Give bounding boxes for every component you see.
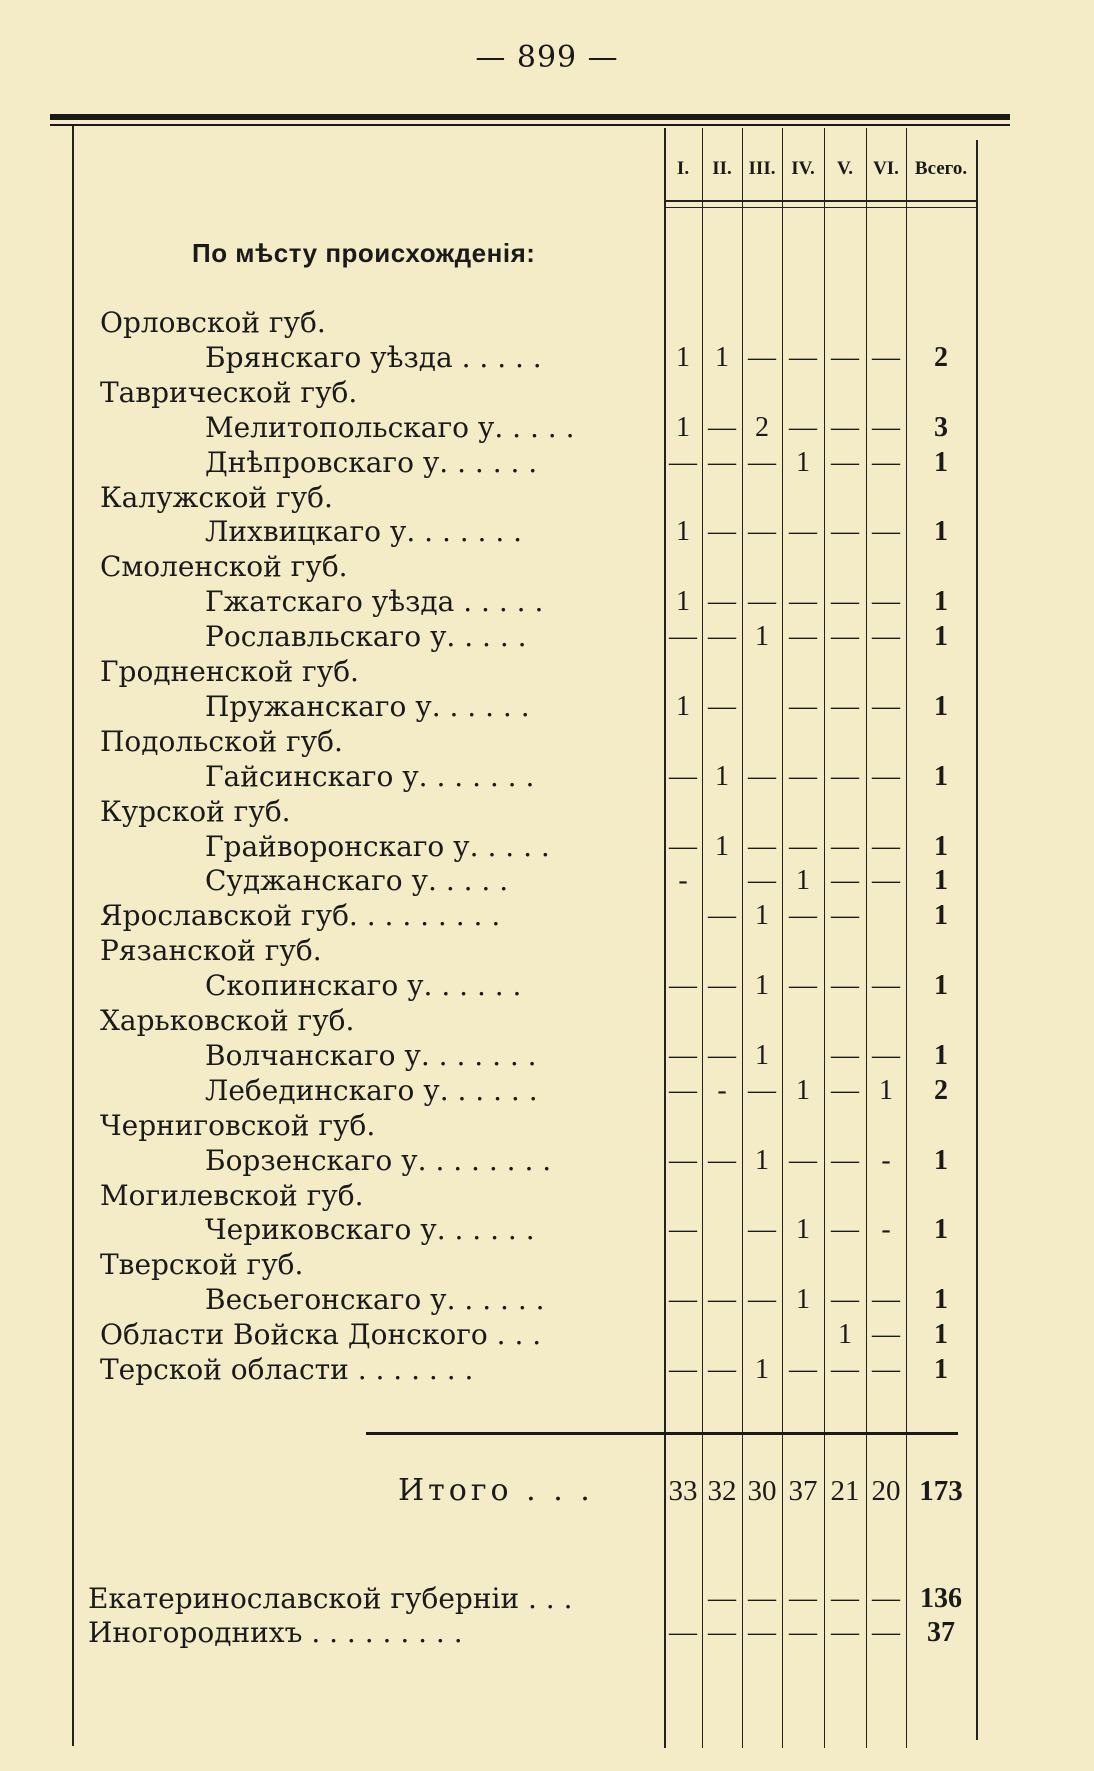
row-cell: —	[708, 900, 736, 931]
table-row	[0, 585, 1094, 619]
table-row	[0, 550, 1094, 584]
row-cell: —	[708, 412, 736, 443]
table-row	[0, 969, 1094, 1003]
row-cell: —	[669, 621, 697, 652]
row-cell: —	[748, 865, 776, 896]
row-cell: —	[831, 1284, 859, 1315]
row-cell: 1	[676, 516, 690, 547]
row-cell: —	[831, 691, 859, 722]
row-cell: —	[748, 516, 776, 547]
row-cell: 37	[788, 1475, 818, 1507]
table-row	[0, 1213, 1094, 1247]
table-row	[0, 1144, 1094, 1178]
row-cell: —	[669, 1617, 697, 1648]
row-cell: —	[789, 831, 817, 862]
row-cell: —	[789, 516, 817, 547]
row-label: Скопинскаго у. . . . . .	[205, 969, 522, 1002]
row-cell: —	[831, 1040, 859, 1071]
table-row	[0, 446, 1094, 480]
row-cell: —	[872, 516, 900, 547]
row-cell: —	[872, 1583, 900, 1614]
row-total-cell: 1	[934, 761, 948, 792]
row-cell: 1	[796, 865, 810, 896]
column-header: Всего.	[914, 158, 968, 179]
row-cell: —	[872, 831, 900, 862]
row-label: Области Войска Донского . . .	[100, 1318, 542, 1351]
row-cell: -	[881, 1214, 891, 1245]
row-cell: —	[708, 586, 736, 617]
table-row	[0, 1353, 1094, 1387]
table-row	[0, 376, 1094, 410]
table-row	[0, 1179, 1094, 1213]
row-cell: 1	[755, 621, 769, 652]
row-total-cell: 1	[934, 970, 948, 1001]
row-cell: —	[872, 1284, 900, 1315]
row-cell: —	[748, 1075, 776, 1106]
row-cell: —	[669, 1040, 697, 1071]
row-cell: —	[708, 1145, 736, 1176]
row-cell: —	[708, 1354, 736, 1385]
table-row	[0, 341, 1094, 375]
row-cell: —	[872, 1040, 900, 1071]
row-cell: —	[748, 1284, 776, 1315]
column-header: V.	[836, 158, 854, 179]
row-cell: 1	[676, 691, 690, 722]
row-cell: 1	[796, 1075, 810, 1106]
table-row	[0, 1474, 1094, 1508]
row-cell: 1	[715, 831, 729, 862]
row-label: Смоленской губ.	[100, 550, 348, 583]
row-cell: —	[708, 621, 736, 652]
row-label: Подольской губ.	[100, 725, 343, 758]
row-total-cell: 1	[934, 1040, 948, 1071]
row-cell: —	[831, 970, 859, 1001]
table-row	[0, 1109, 1094, 1143]
row-cell: —	[708, 1040, 736, 1071]
table-row	[0, 481, 1094, 515]
row-cell: 1	[838, 1319, 852, 1350]
column-header: VI.	[873, 158, 899, 179]
top-rule	[50, 114, 1010, 120]
row-total-cell: 1	[934, 621, 948, 652]
table-row	[0, 725, 1094, 759]
row-cell: —	[789, 970, 817, 1001]
row-cell: —	[872, 447, 900, 478]
row-total-cell: 1	[934, 1284, 948, 1315]
row-total-cell: 173	[919, 1475, 963, 1507]
row-cell: 1	[715, 761, 729, 792]
column-header: IV.	[791, 158, 815, 179]
table-row	[0, 1582, 1094, 1616]
row-label: Пружанскаго у. . . . . .	[205, 690, 530, 723]
row-cell: —	[669, 1214, 697, 1245]
table-row	[0, 795, 1094, 829]
row-total-cell: 3	[934, 412, 948, 443]
row-cell: —	[708, 970, 736, 1001]
row-cell: 30	[747, 1475, 777, 1507]
row-cell: —	[708, 691, 736, 722]
row-label: Весьегонскаго у. . . . . .	[205, 1283, 545, 1316]
column-header: III.	[748, 158, 776, 179]
row-cell: —	[789, 342, 817, 373]
row-cell: —	[708, 1583, 736, 1614]
row-cell: —	[831, 586, 859, 617]
row-total-cell: 1	[934, 516, 948, 547]
table-row	[0, 306, 1094, 340]
row-cell: —	[748, 831, 776, 862]
row-cell: —	[708, 447, 736, 478]
table-row	[0, 690, 1094, 724]
row-label: Гродненской губ.	[100, 655, 359, 688]
row-cell: —	[748, 1214, 776, 1245]
table-row	[0, 411, 1094, 445]
row-label: Курской губ.	[100, 795, 291, 828]
row-cell: —	[789, 1145, 817, 1176]
row-cell: 1	[676, 586, 690, 617]
row-label: Черниговской губ.	[100, 1109, 376, 1142]
row-cell: —	[872, 1354, 900, 1385]
row-total-cell: 1	[934, 691, 948, 722]
table-row	[0, 934, 1094, 968]
row-cell: 21	[830, 1475, 860, 1507]
row-cell: 1	[676, 412, 690, 443]
row-cell: —	[748, 1617, 776, 1648]
row-cell: —	[872, 1319, 900, 1350]
row-cell: —	[831, 865, 859, 896]
column-header: II.	[712, 158, 732, 179]
row-total-cell: 37	[927, 1617, 955, 1648]
total-rule	[366, 1432, 958, 1435]
row-label: Могилевской губ.	[100, 1179, 364, 1212]
row-cell: —	[789, 900, 817, 931]
row-cell: —	[669, 1284, 697, 1315]
table-row	[0, 864, 1094, 898]
row-label: Тверской губ.	[100, 1248, 304, 1281]
table-row	[0, 760, 1094, 794]
row-label: Борзенскаго у. . . . . . . .	[205, 1144, 552, 1177]
row-cell: —	[872, 412, 900, 443]
row-cell: 1	[755, 900, 769, 931]
row-label: Мелитопольскаго у. . . . .	[205, 411, 575, 444]
row-cell: —	[669, 761, 697, 792]
table-row	[0, 1039, 1094, 1073]
row-cell: —	[748, 447, 776, 478]
row-total-cell: 1	[934, 1214, 948, 1245]
row-cell: 20	[871, 1475, 901, 1507]
table-row	[0, 830, 1094, 864]
top-rule-thin	[50, 124, 1010, 126]
row-cell: —	[748, 761, 776, 792]
row-label: Днѣпровскаго у. . . . . .	[205, 446, 538, 479]
row-label: Гайсинскаго у. . . . . . .	[205, 760, 535, 793]
row-label: Брянскаго уѣзда . . . . .	[205, 341, 542, 374]
header-rule-thin	[664, 207, 976, 208]
row-cell: —	[789, 621, 817, 652]
row-cell: —	[872, 761, 900, 792]
row-cell: —	[831, 342, 859, 373]
row-cell: 1	[796, 1284, 810, 1315]
row-cell: -	[678, 865, 688, 896]
row-total-cell: 1	[934, 1354, 948, 1385]
row-total-cell: 1	[934, 1145, 948, 1176]
row-cell: —	[789, 691, 817, 722]
row-cell: —	[789, 1354, 817, 1385]
table-row	[0, 1074, 1094, 1108]
row-label: Лебединскаго у. . . . . .	[205, 1074, 538, 1107]
row-cell: 1	[755, 970, 769, 1001]
row-cell: 1	[796, 1214, 810, 1245]
row-cell: —	[872, 621, 900, 652]
row-cell: —	[789, 586, 817, 617]
row-label: Иногороднихъ . . . . . . . . .	[88, 1616, 463, 1649]
table-row	[0, 620, 1094, 654]
row-label: Грайворонскаго у. . . . .	[205, 830, 550, 863]
row-cell: —	[708, 516, 736, 547]
row-label: Волчанскаго у. . . . . . .	[205, 1039, 537, 1072]
row-cell: —	[831, 447, 859, 478]
section-title: По мѣсту происхожденія:	[192, 238, 536, 268]
row-total-cell: 1	[934, 831, 948, 862]
table-row	[0, 1248, 1094, 1282]
row-cell: —	[831, 1583, 859, 1614]
table-row	[0, 1318, 1094, 1352]
row-cell: —	[669, 447, 697, 478]
table-row	[0, 1616, 1094, 1650]
row-cell: —	[708, 1617, 736, 1648]
row-label: Рославльскаго у. . . . .	[205, 620, 527, 653]
row-cell: —	[748, 586, 776, 617]
row-cell: —	[789, 1583, 817, 1614]
row-total-cell: 1	[934, 900, 948, 931]
row-cell: —	[669, 970, 697, 1001]
row-label: Харьковской губ.	[100, 1004, 355, 1037]
row-cell: —	[669, 831, 697, 862]
row-label: Рязанской губ.	[100, 934, 322, 967]
row-cell: 2	[755, 412, 769, 443]
row-label: Терской области . . . . . . .	[100, 1353, 474, 1386]
row-total-cell: 136	[920, 1583, 962, 1614]
row-label: Итого . . .	[398, 1473, 594, 1508]
row-cell: —	[831, 412, 859, 443]
row-total-cell: 1	[934, 1319, 948, 1350]
row-cell: —	[872, 1617, 900, 1648]
row-total-cell: 1	[934, 586, 948, 617]
table-row	[0, 1004, 1094, 1038]
row-cell: —	[831, 900, 859, 931]
row-total-cell: 1	[934, 865, 948, 896]
row-cell: —	[831, 1214, 859, 1245]
row-cell: —	[831, 516, 859, 547]
row-label: Ярославской губ. . . . . . . . .	[100, 899, 501, 932]
row-cell: —	[831, 1075, 859, 1106]
row-cell: —	[872, 586, 900, 617]
row-cell: —	[831, 1145, 859, 1176]
row-total-cell: 1	[934, 447, 948, 478]
row-cell: 33	[668, 1475, 698, 1507]
row-label: Екатеринославской губерніи . . .	[88, 1582, 573, 1615]
column-header: I.	[676, 158, 690, 179]
row-label: Суджанскаго у. . . . .	[205, 864, 509, 897]
row-label: Таврической губ.	[100, 376, 358, 409]
row-cell: 1	[676, 342, 690, 373]
row-cell: —	[831, 1617, 859, 1648]
table-row	[0, 515, 1094, 549]
row-label: Гжатскаго уѣзда . . . . .	[205, 585, 544, 618]
row-cell: —	[748, 1583, 776, 1614]
row-cell: -	[881, 1145, 891, 1176]
row-cell: 1	[796, 447, 810, 478]
row-cell: 1	[715, 342, 729, 373]
row-label: Лихвицкаго у. . . . . . .	[205, 515, 523, 548]
row-cell: —	[669, 1145, 697, 1176]
row-cell: -	[717, 1075, 727, 1106]
row-cell: —	[748, 342, 776, 373]
row-cell: —	[789, 1617, 817, 1648]
row-label: Чериковскаго у. . . . . .	[205, 1213, 535, 1246]
header-rule	[664, 200, 976, 202]
row-cell: 1	[755, 1354, 769, 1385]
row-cell: 1	[879, 1075, 893, 1106]
row-total-cell: 2	[934, 342, 948, 373]
row-cell: —	[789, 761, 817, 792]
row-cell: —	[872, 691, 900, 722]
row-cell: —	[669, 1075, 697, 1106]
row-cell: —	[872, 865, 900, 896]
table-row	[0, 899, 1094, 933]
row-total-cell: 2	[934, 1075, 948, 1106]
row-label: Орловской губ.	[100, 306, 326, 339]
row-cell: —	[831, 1354, 859, 1385]
row-cell: —	[789, 412, 817, 443]
row-cell: —	[831, 621, 859, 652]
row-cell: —	[831, 831, 859, 862]
row-cell: 1	[755, 1145, 769, 1176]
row-cell: —	[872, 342, 900, 373]
table-row	[0, 655, 1094, 689]
table-row	[0, 1283, 1094, 1317]
row-cell: —	[669, 1354, 697, 1385]
row-cell: 32	[707, 1475, 737, 1507]
row-label: Калужской губ.	[100, 481, 333, 514]
row-cell: —	[831, 761, 859, 792]
row-cell: —	[708, 1284, 736, 1315]
page-number: — 899 —	[475, 40, 619, 75]
row-cell: —	[872, 970, 900, 1001]
row-cell: 1	[755, 1040, 769, 1071]
